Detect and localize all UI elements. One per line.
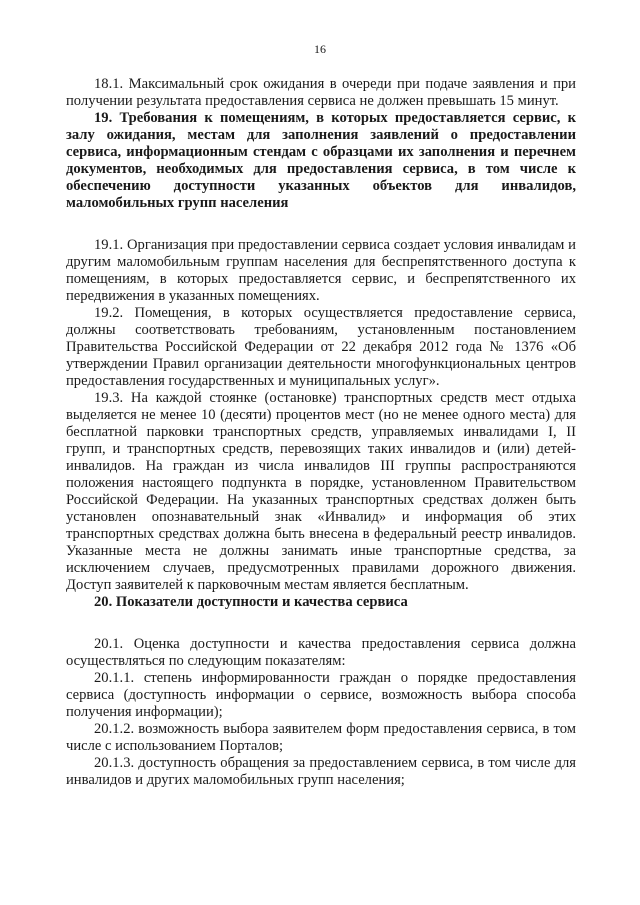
paragraph-19-3: 19.3. На каждой стоянке (остановке) транспортных средств мест отдыха выделяется не менее 10 (десяти) процентов мест (но не менее одного места) для бесплатной парковки транспортных средств, управляемых инвалидами I, II групп, и транспортных средств, перевозящих таких инвалидов и (или) детей-инвалидов. На граждан из числа инвалидов III группы распространяются положения настоящего подпункта в порядке, установленном Правительством Российской Федерации. На указанных транспортных средствах должен быть установлен опознавательный знак «Инвалид» и информация об этих транспортных средствах должна быть внесена в федеральный реестр инвалидов. Указанные места не должны занимать иные транспортные средства, за исключением случаев, предусмотренных правилами дорожного движения. Доступ заявителей к парковочным местам является бесплатным. xyxy=(66,390,576,593)
paragraph-19-1: 19.1. Организация при предоставлении сервиса создает условия инвалидам и другим маломобильным группам населения для беспрепятственного доступа к помещениям, в которых предоставляется сервис, и беспрепятственного их передвижения в указанных помещениях. xyxy=(66,237,576,304)
paragraph-20-1: 20.1. Оценка доступности и качества предоставления сервиса должна осуществляться по следующим показателям: xyxy=(66,636,576,669)
paragraph-20-1-2: 20.1.2. возможность выбора заявителем форм предоставления сервиса, в том числе с использованием Порталов; xyxy=(66,721,576,754)
paragraph-19-2: 19.2. Помещения, в которых осуществляется предоставление сервиса, должны соответствовать требованиям, установленным постановлением Правительства Российской Федерации от 22 декабря 2012 года № 1376 «Об утверждении Правил организации деятельности многофункциональных центров предоставления государственных и муниципальных услуг». xyxy=(66,305,576,389)
paragraph-20-1-1: 20.1.1. степень информированности граждан о порядке предоставления сервиса (доступность информации о сервисе, возможность выбора способа получения информации); xyxy=(66,670,576,720)
section-heading-20: 20. Показатели доступности и качества сервиса xyxy=(94,594,408,610)
document-body xyxy=(66,76,576,789)
page-number: 16 xyxy=(314,42,326,56)
section-heading-19: 19. Требования к помещениям, в которых предоставляется сервис, к залу ожидания, местам для заполнения заявлений о предоставлении сервиса, информационным стендам с образцами их заполнения и перечнем документов, необходимых для предоставления сервиса, в том числе к обеспечению доступности указанных объектов для инвалидов, маломобильных групп населения xyxy=(66,110,576,211)
paragraph-18-1: 18.1. Максимальный срок ожидания в очереди при подаче заявления и при получении результата предоставления сервиса не должен превышать 15 минут. xyxy=(66,76,576,109)
paragraph-20-1-3: 20.1.3. доступность обращения за предоставлением сервиса, в том числе для инвалидов и других маломобильных групп населения; xyxy=(66,755,576,788)
